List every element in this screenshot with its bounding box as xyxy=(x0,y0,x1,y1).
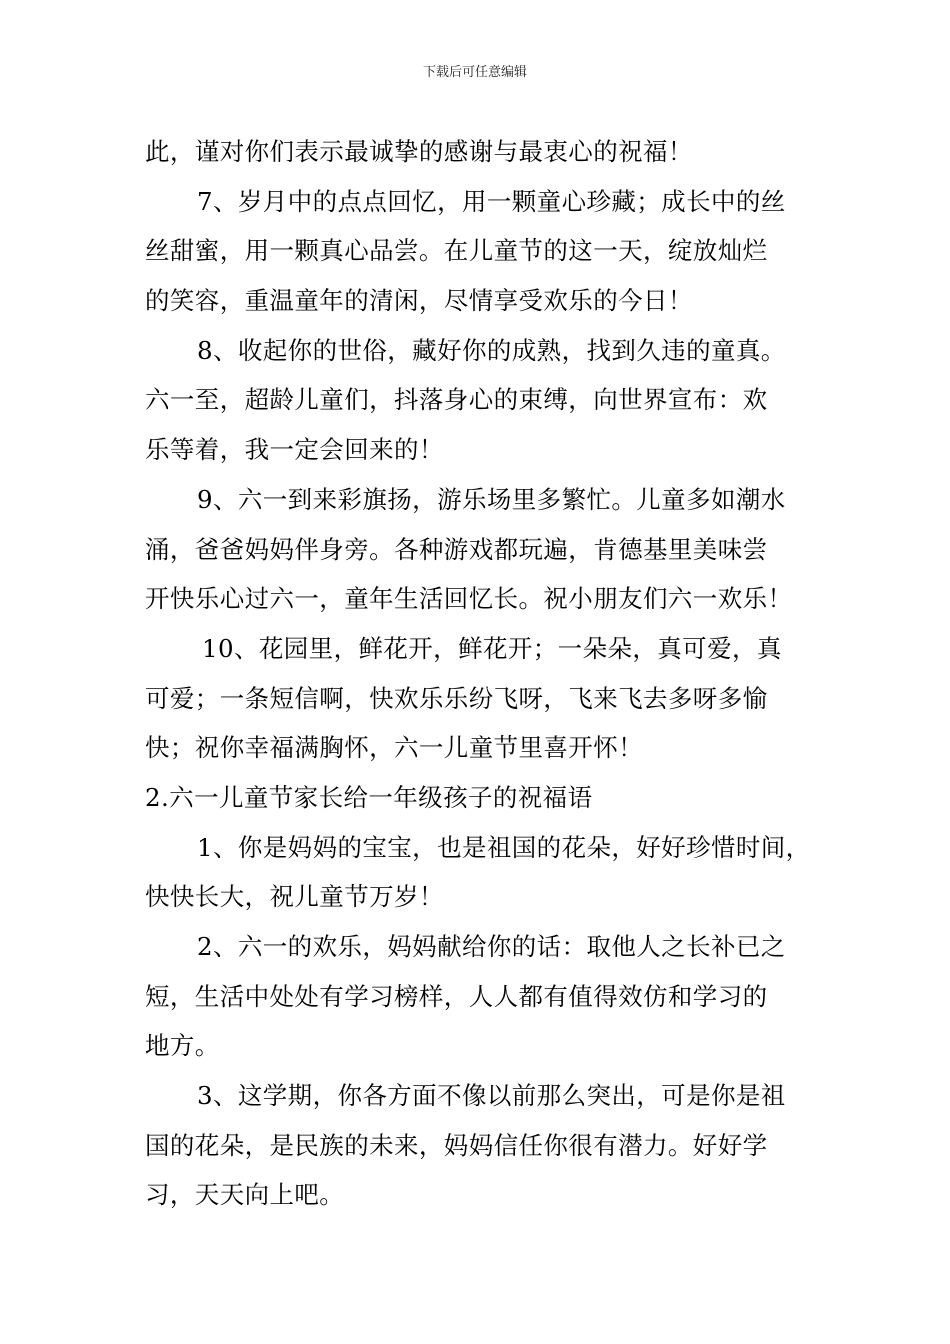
text-line: 快；祝你幸福满胸怀，六一儿童节里喜开怀！ xyxy=(145,733,643,763)
text-line: 的笑容，重温童年的清闲，尽情享受欢乐的今日！ xyxy=(145,286,693,316)
text-line: 国的花朵，是民族的未来，妈妈信任你很有潜力。好好学 xyxy=(145,1130,768,1160)
paragraph-start-line: 10、花园里，鲜花开，鲜花开；一朵朵，真可爱，真 xyxy=(202,633,782,663)
text-line: 乐等着，我一定会回来的！ xyxy=(145,435,444,465)
paragraph-start-line: 3、这学期，你各方面不像以前那么突出，可是你是祖 xyxy=(197,1081,786,1111)
text-line: 丝甜蜜，用一颗真心品尝。在儿童节的这一天，绽放灿烂 xyxy=(145,236,768,266)
text-line: 短，生活中处处有学习榜样，人人都有值得效仿和学习的 xyxy=(145,981,768,1011)
paragraph-start-line: 8、收起你的世俗，藏好你的成熟，找到久违的童真。 xyxy=(197,335,786,365)
text-line: 此，谨对你们表示最诚挚的感谢与最衷心的祝福！ xyxy=(145,137,693,166)
text-line: 地方。 xyxy=(145,1031,220,1061)
text-line: 开快乐心过六一，童年生活回忆长。祝小朋友们六一欢乐！ xyxy=(145,584,793,614)
paragraph-start-line: 9、六一到来彩旗扬，游乐场里多繁忙。儿童多如潮水 xyxy=(197,484,786,514)
paragraph-start-line: 1、你是妈妈的宝宝，也是祖国的花朵，好好珍惜时间， xyxy=(197,832,811,862)
page-header: 下载后可任意编辑 xyxy=(422,65,527,80)
text-line: 可爱；一条短信啊，快欢乐乐纷飞呀，飞来飞去多呀多愉 xyxy=(145,683,768,713)
document-body xyxy=(145,127,810,1220)
section-heading: 2.六一儿童节家长给一年级孩子的祝福语 xyxy=(145,782,593,812)
paragraph-start-line: 7、岁月中的点点回忆，用一颗童心珍藏；成长中的丝 xyxy=(197,186,786,216)
text-line: 六一至，超龄儿童们，抖落身心的束缚，向世界宣布：欢 xyxy=(145,385,768,415)
text-line: 涌，爸爸妈妈伴身旁。各种游戏都玩遍，肯德基里美味尝 xyxy=(145,534,768,564)
text-line: 快快长大，祝儿童节万岁！ xyxy=(145,882,444,912)
text-line: 习，天天向上吧。 xyxy=(145,1180,345,1210)
paragraph-start-line: 2、六一的欢乐，妈妈献给你的话：取他人之长补已之 xyxy=(197,932,786,961)
